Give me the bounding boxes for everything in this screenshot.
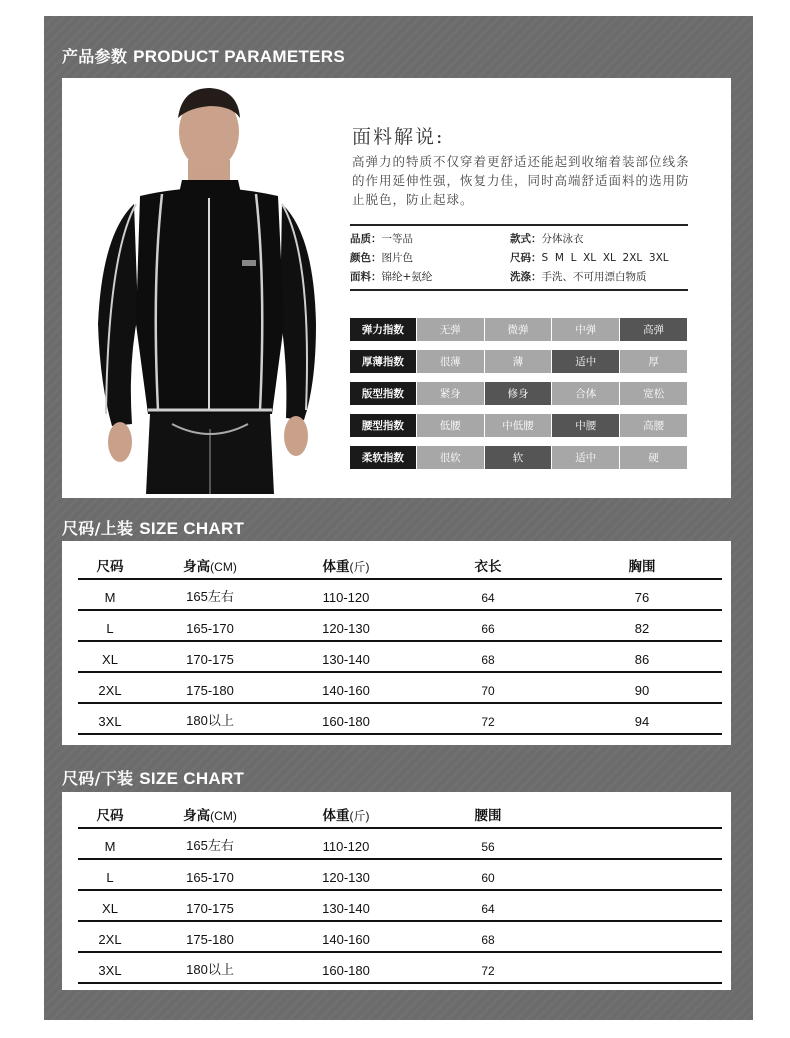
cell-size: 3XL [98, 963, 122, 978]
cell-waist: 56 [481, 840, 495, 854]
cell-weight: 140-160 [322, 683, 370, 698]
cell-height: 165-170 [186, 870, 234, 885]
indicator-row [350, 318, 687, 341]
heading-cn: 尺码/上装 [62, 519, 134, 538]
cell-height: 180以上 [186, 962, 234, 977]
spec-color: 颜色：图片色 [350, 252, 413, 264]
cell-waist: 64 [481, 902, 495, 916]
spec-sizes: 尺码：S M L XL XL 2XL 3XL [510, 252, 669, 264]
header-height: 身高(CM) [183, 559, 237, 575]
cell-height: 165左右 [186, 589, 234, 604]
cell-size: L [106, 870, 114, 885]
cell-waist: 72 [481, 964, 495, 978]
indicator-option: 紧身 [417, 382, 484, 405]
table-row [78, 704, 722, 735]
indicator-label: 厚薄指数 [350, 350, 416, 373]
header-chest: 胸围 [628, 559, 656, 575]
spec-quality: 品质：一等品 [350, 233, 413, 245]
heading-en: SIZE CHART [139, 519, 245, 538]
cell-waist: 60 [481, 871, 495, 885]
top-size-chart-heading [62, 516, 244, 539]
cell-size: L [106, 621, 114, 636]
header-weight: 体重(斤) [322, 559, 370, 575]
table-row [78, 953, 722, 984]
indicator-label: 弹力指数 [350, 318, 416, 341]
indicator-option: 厚 [620, 350, 687, 373]
top-size-table-panel [62, 541, 731, 745]
header-size: 尺码 [96, 559, 124, 575]
spec-washing: 洗涤：手洗、不可用漂白物质 [510, 271, 647, 283]
indicator-label: 柔软指数 [350, 446, 416, 469]
indicator-option: 适中 [552, 350, 619, 373]
spec-row [350, 229, 688, 248]
cell-length: 64 [481, 591, 495, 605]
cell-waist: 68 [481, 933, 495, 947]
cell-length: 70 [481, 684, 495, 698]
header-height: 身高(CM) [183, 808, 237, 824]
product-panel [62, 78, 731, 498]
indicator-option: 无弹 [417, 318, 484, 341]
cell-height: 165-170 [186, 621, 234, 636]
indicator-option: 中低腰 [485, 414, 552, 437]
cell-height: 170-175 [186, 901, 234, 916]
spec-row [350, 248, 688, 267]
indicator-row [350, 382, 687, 405]
cell-size: M [104, 590, 116, 605]
cell-chest: 90 [634, 683, 650, 698]
cell-length: 66 [481, 622, 495, 636]
cell-size: 3XL [98, 714, 122, 729]
indicator-label: 版型指数 [350, 382, 416, 405]
indicator-option: 低腰 [417, 414, 484, 437]
cell-weight: 110-120 [322, 590, 370, 605]
indicator-row [350, 350, 687, 373]
cell-height: 175-180 [186, 683, 234, 698]
table-row [78, 891, 722, 922]
cell-height: 180以上 [186, 713, 234, 728]
cell-size: 2XL [98, 683, 122, 698]
cell-weight: 130-140 [322, 901, 370, 916]
header-size: 尺码 [96, 808, 124, 824]
cell-height: 175-180 [186, 932, 234, 947]
table-row [78, 611, 722, 642]
indicator-row [350, 446, 687, 469]
spec-style: 款式：分体泳衣 [510, 233, 584, 245]
indicator-option: 修身 [485, 382, 552, 405]
header-waist: 腰围 [474, 808, 502, 824]
indicator-row [350, 414, 687, 437]
spec-table [350, 224, 688, 291]
indicator-option: 薄 [485, 350, 552, 373]
indicator-option: 很薄 [417, 350, 484, 373]
indicator-label: 腰型指数 [350, 414, 416, 437]
top-size-table [78, 555, 722, 735]
fabric-description: 高弹力的特质不仅穿着更舒适还能起到收缩着装部位线条的作用延伸性强，恢复力佳，同时高端舒适面料的选用防止脱色，防止起球。 [352, 154, 690, 207]
indicator-option: 很软 [417, 446, 484, 469]
table-row [78, 860, 722, 891]
table-header [78, 555, 722, 580]
cell-chest: 76 [634, 590, 650, 605]
indicator-option: 合体 [552, 382, 619, 405]
fabric-title: 面料解说: [352, 126, 445, 148]
cell-size: M [104, 839, 116, 854]
cell-weight: 110-120 [322, 839, 370, 854]
indicator-option: 微弹 [485, 318, 552, 341]
table-row [78, 673, 722, 704]
heading-en: PRODUCT PARAMETERS [133, 47, 346, 66]
cell-height: 165左右 [186, 838, 234, 853]
cell-chest: 86 [634, 652, 650, 667]
cell-height: 170-175 [186, 652, 234, 667]
header-weight: 体重(斤) [322, 808, 370, 824]
indicator-option: 硬 [620, 446, 687, 469]
indicator-option: 中腰 [552, 414, 619, 437]
cell-chest: 82 [634, 621, 650, 636]
cell-weight: 120-130 [322, 621, 370, 636]
bottom-size-table [78, 804, 722, 984]
left-arm [98, 204, 138, 426]
indicator-option: 中弹 [552, 318, 619, 341]
cell-weight: 130-140 [322, 652, 370, 667]
cell-weight: 160-180 [322, 963, 370, 978]
indicator-option: 宽松 [620, 382, 687, 405]
table-row [78, 642, 722, 673]
indicator-option: 高腰 [620, 414, 687, 437]
header-length: 衣长 [474, 559, 502, 575]
table-header [78, 804, 722, 829]
cell-size: XL [102, 901, 118, 916]
indicator-option: 高弹 [620, 318, 687, 341]
cell-size: 2XL [98, 932, 122, 947]
cell-length: 72 [481, 715, 495, 729]
heading-cn: 尺码/下装 [62, 769, 134, 788]
indicator-option: 软 [485, 446, 552, 469]
page-frame [44, 16, 753, 1020]
table-row [78, 829, 722, 860]
model-photo [92, 84, 322, 494]
spec-fabric: 面料：锦纶+氨纶 [350, 271, 433, 283]
cell-weight: 160-180 [322, 714, 370, 729]
bottom-size-table-panel [62, 792, 731, 990]
cell-chest: 94 [634, 714, 650, 729]
cell-weight: 140-160 [322, 932, 370, 947]
cell-length: 68 [481, 653, 495, 667]
table-row [78, 922, 722, 953]
cell-weight: 120-130 [322, 870, 370, 885]
heading-en: SIZE CHART [139, 769, 245, 788]
table-row [78, 580, 722, 611]
indicator-option: 适中 [552, 446, 619, 469]
bottom-size-chart-heading [62, 766, 244, 789]
spec-row [350, 267, 688, 286]
cell-size: XL [102, 652, 118, 667]
right-arm [280, 204, 316, 420]
product-parameters-heading [62, 44, 345, 67]
heading-cn: 产品参数 [62, 47, 128, 66]
